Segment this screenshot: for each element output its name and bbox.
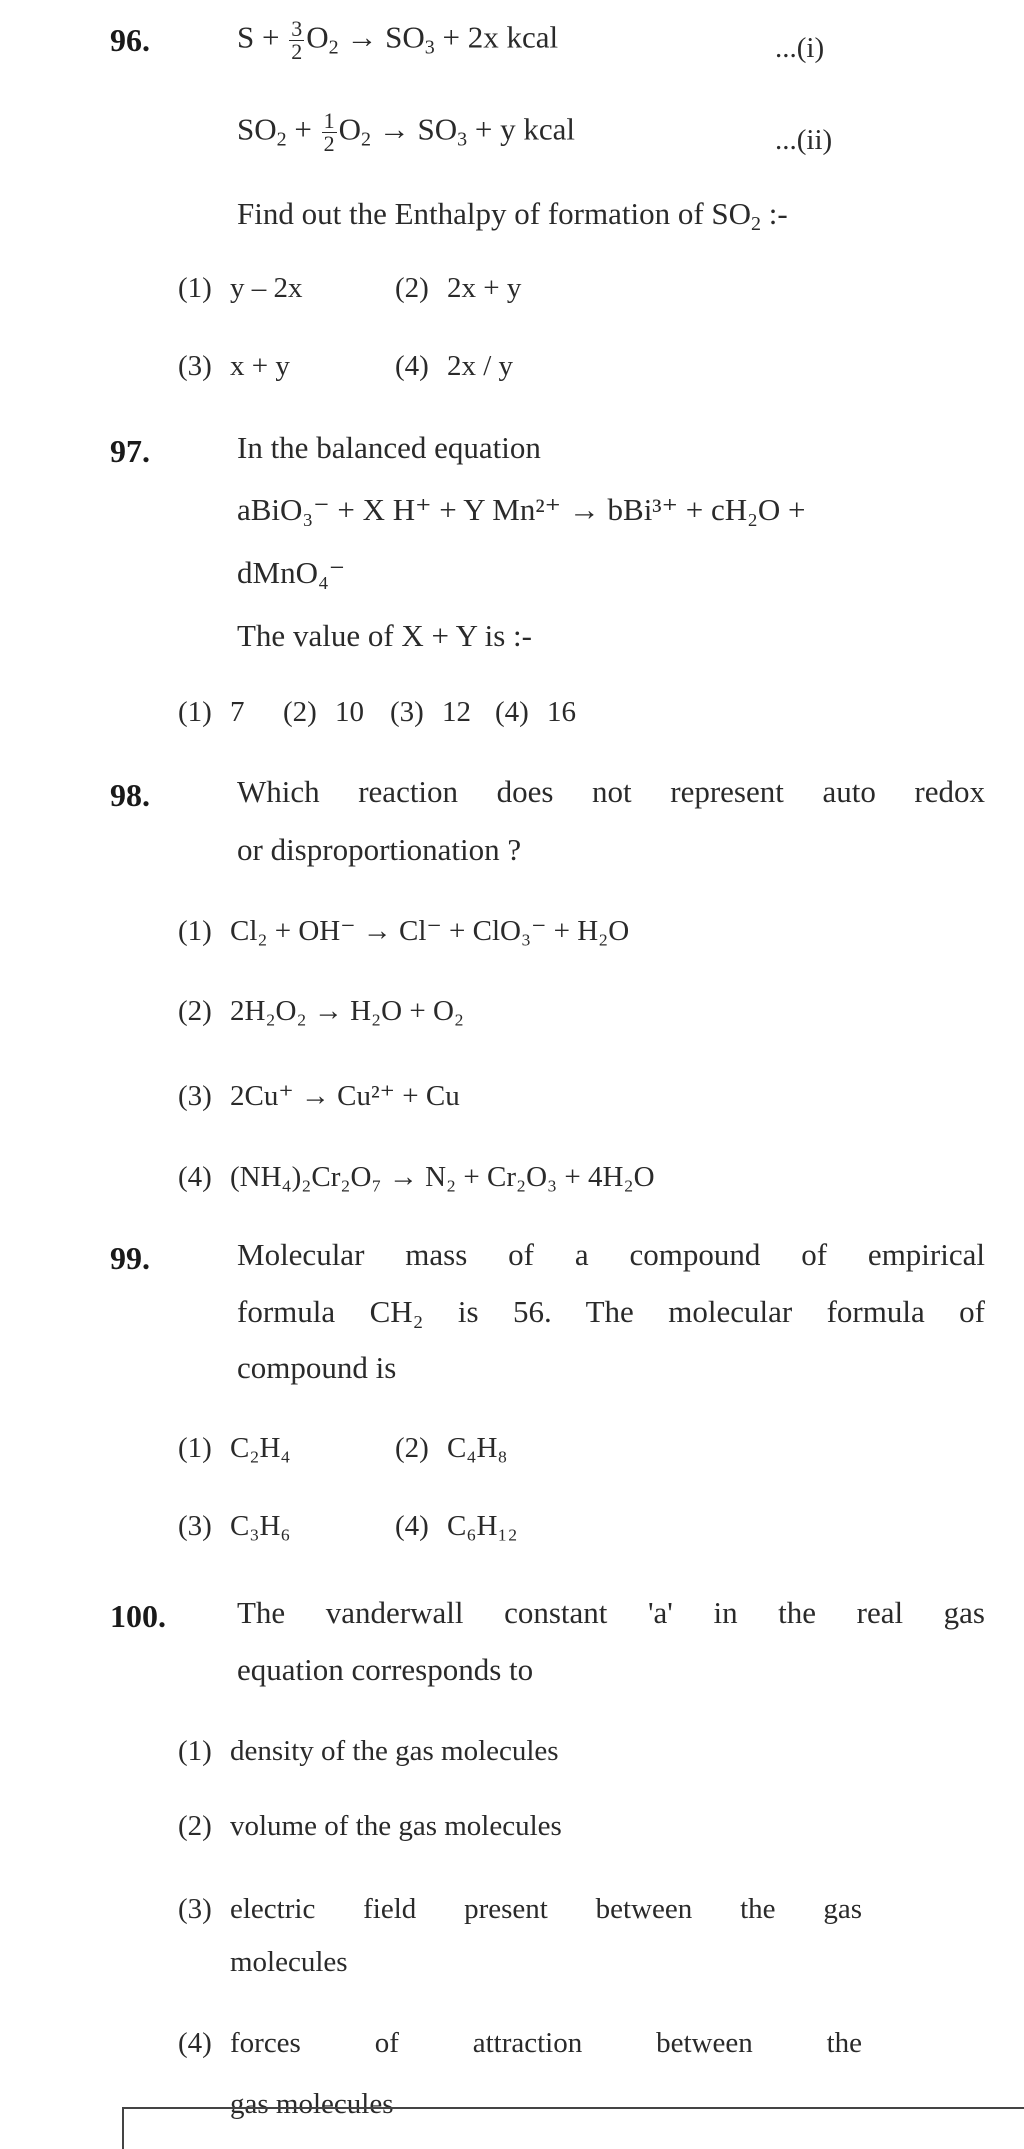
option-4-text-line2: gas molecules xyxy=(230,2088,394,2120)
question-stem-line1: The vanderwall constant 'a' in the real gas xyxy=(237,1595,985,1630)
question-stem: In the balanced equation xyxy=(237,430,541,465)
option-4-text-line1: forces of attraction between the xyxy=(230,2027,862,2059)
option-3[interactable]: (3) 12 xyxy=(390,696,471,728)
equation: aBiO₃⁻ + X H⁺ + Y Mn²⁺ → bBi³⁺ + cH₂O + xyxy=(237,492,806,527)
option-4[interactable]: (4) 16 xyxy=(495,696,576,728)
option-2[interactable]: (2) 2x + y xyxy=(395,272,522,304)
option-2[interactable]: (2) C₄H₈ xyxy=(395,1432,508,1464)
question-number: 99. xyxy=(110,1240,150,1276)
arrow-icon: → xyxy=(378,111,410,147)
option-1[interactable]: (1) C₂H₄ xyxy=(178,1432,291,1464)
question-number: 100. xyxy=(110,1598,166,1634)
arrow-icon: → xyxy=(346,19,378,55)
option-4[interactable]: (4) C₆H₁₂ xyxy=(395,1510,518,1542)
option-4[interactable]: (4) 2x / y xyxy=(395,350,514,382)
option-1[interactable]: (1) 7 xyxy=(178,696,245,728)
option-4[interactable]: (4) (NH₄)₂Cr₂O₇ → N₂ + Cr₂O₃ + 4H₂O xyxy=(178,1161,655,1193)
fraction: $\frac{1}{2}$ xyxy=(323,108,335,156)
question-stem-line2: or disproportionation ? xyxy=(237,832,522,867)
option-4[interactable]: (4) xyxy=(178,2027,212,2059)
equation-tag: ...(i) xyxy=(775,32,825,64)
question-number: 98. xyxy=(110,777,150,813)
page-border-box xyxy=(122,2107,1024,2149)
equation-ii: $SO_2$ + $\frac{1}{2}$ $O_2 \to SO_3 + y$ kcal xyxy=(237,108,576,156)
question-stem-line2: formula CH₂ is 56. The molecular formula of xyxy=(237,1294,985,1329)
question-stem-line1: Which reaction does not represent auto redox xyxy=(237,774,985,809)
equation-i: S + $\frac{3}{2}$ $O_2 \to SO_3 + 2x$ kcal xyxy=(237,16,559,64)
question-prompt: The value of X + Y is :- xyxy=(237,618,532,653)
option-3-text-line1: electric field present between the gas xyxy=(230,1893,862,1925)
question-prompt: Find out the Enthalpy of formation of $SO_2$ :- xyxy=(237,196,788,235)
option-3[interactable]: (3) x + y xyxy=(178,350,290,382)
question-stem-line2: equation corresponds to xyxy=(237,1652,534,1687)
option-3[interactable]: (3) xyxy=(178,1893,212,1925)
question-number: 96. xyxy=(110,22,150,58)
option-2[interactable]: (2) 2H₂O₂ → H₂O + O₂ xyxy=(178,995,465,1027)
question-stem-line3: compound is xyxy=(237,1350,397,1385)
equation-tag: ...(ii) xyxy=(775,124,833,156)
option-2[interactable]: (2) 10 xyxy=(283,696,364,728)
question-number: 97. xyxy=(110,433,150,469)
option-1[interactable]: (1) Cl₂ + OH⁻ → Cl⁻ + ClO₃⁻ + H₂O xyxy=(178,915,630,947)
equation-continued: dMnO₄⁻ xyxy=(237,555,346,590)
option-3[interactable]: (3) 2Cu⁺ → Cu²⁺ + Cu xyxy=(178,1080,460,1112)
option-3-text-line2: molecules xyxy=(230,1946,348,1978)
option-1[interactable]: (1) density of the gas molecules xyxy=(178,1735,559,1767)
fraction: $\frac{3}{2}$ xyxy=(291,16,303,64)
question-stem-line1: Molecular mass of a compound of empirical xyxy=(237,1237,985,1272)
option-3[interactable]: (3) C₃H₆ xyxy=(178,1510,291,1542)
option-2[interactable]: (2) volume of the gas molecules xyxy=(178,1810,562,1842)
option-1[interactable]: (1) y – 2x xyxy=(178,272,303,304)
